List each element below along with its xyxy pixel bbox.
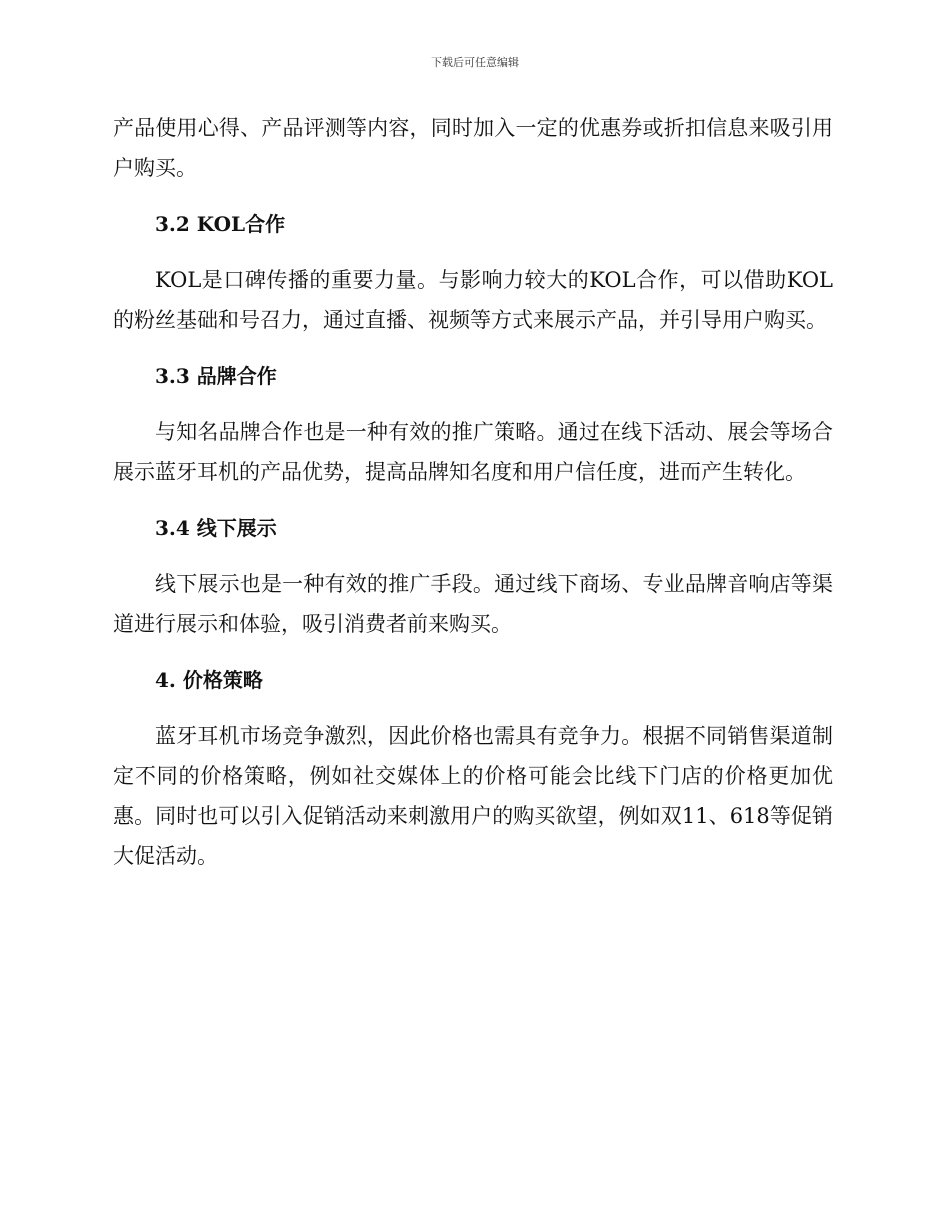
paragraph-offline-display: 线下展示也是一种有效的推广手段。通过线下商场、专业品牌音响店等渠道进行展示和体验，吸引消费者前来购买。 xyxy=(113,572,833,636)
heading-brand-cooperation: 3.3 品牌合作 xyxy=(155,364,277,388)
page-header: 下载后可任意编辑 xyxy=(431,56,519,69)
paragraph-intro-continued: 产品使用心得、产品评测等内容，同时加入一定的优惠券或折扣信息来吸引用户购买。 xyxy=(113,116,833,180)
paragraph-brand-cooperation: 与知名品牌合作也是一种有效的推广策略。通过在线下活动、展会等场合展示蓝牙耳机的产品优势，提高品牌知名度和用户信任度，进而产生转化。 xyxy=(113,420,833,484)
paragraph-pricing-strategy: 蓝牙耳机市场竞争激烈，因此价格也需具有竞争力。根据不同销售渠道制定不同的价格策略，例如社交媒体上的价格可能会比线下门店的价格更加优惠。同时也可以引入促销活动来刺激用户的购买欲望，例如双11、618等促销大促活动。 xyxy=(113,724,833,868)
heading-kol-cooperation: 3.2 KOL合作 xyxy=(155,212,286,236)
paragraph-kol-cooperation: KOL是口碑传播的重要力量。与影响力较大的KOL合作，可以借助KOL的粉丝基础和号召力，通过直播、视频等方式来展示产品，并引导用户购买。 xyxy=(113,268,833,332)
heading-pricing-strategy: 4. 价格策略 xyxy=(155,668,263,692)
document-body xyxy=(113,108,833,876)
heading-offline-display: 3.4 线下展示 xyxy=(155,516,277,540)
